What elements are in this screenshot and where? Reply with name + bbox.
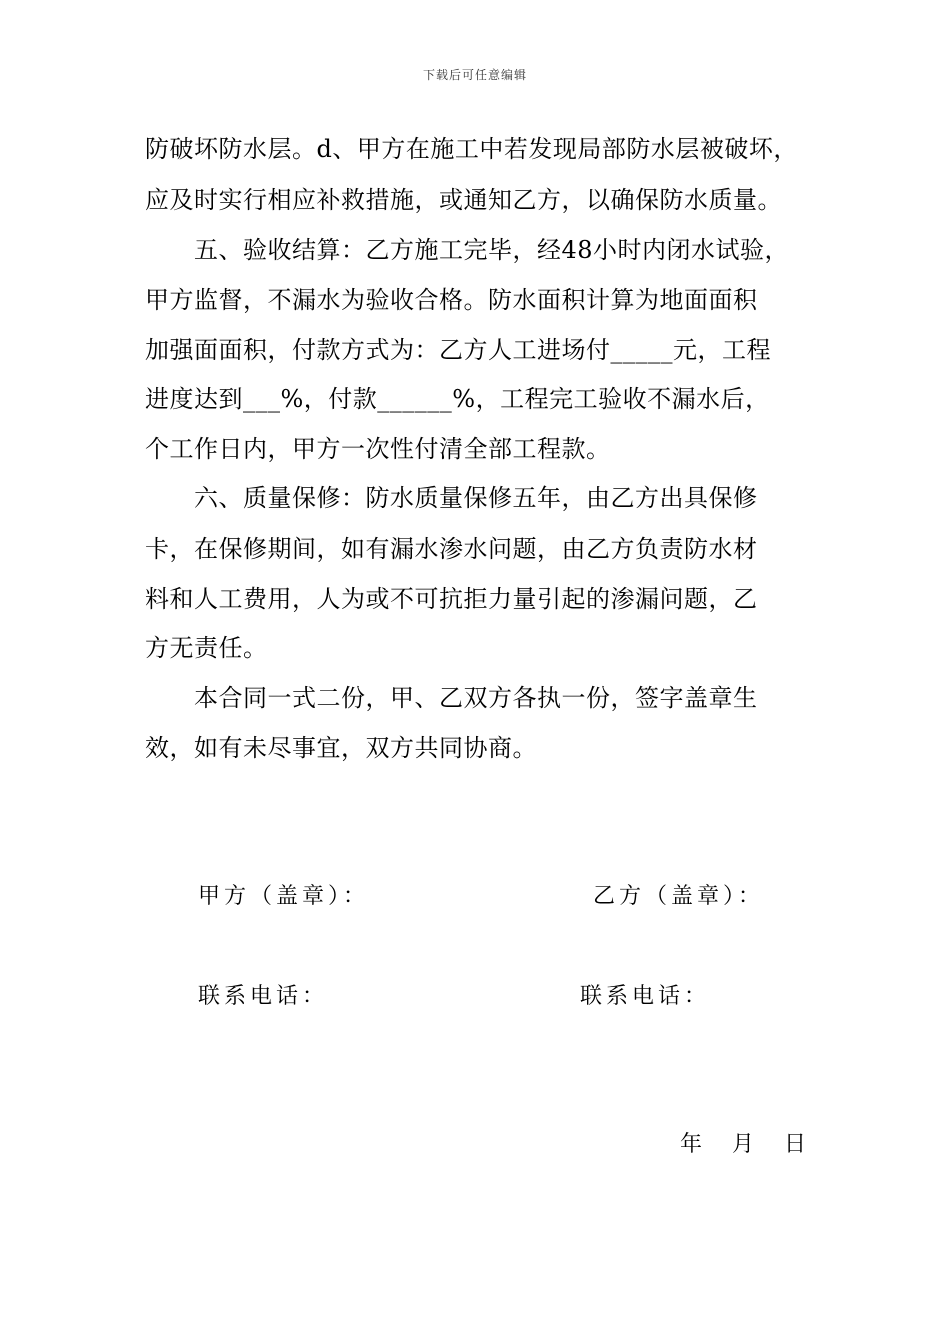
body-line: 甲方监督，不漏水为验收合格。防水面积计算为地面面积 [145,286,758,314]
header-note: 下载后可任意编辑 [422,68,527,82]
body-line: 防破坏防水层。d、甲方在施工中若发现局部防水层被破坏， [145,135,798,163]
body-line: 料和人工费用，人为或不可抗拒力量引起的渗漏问题，乙 [145,585,758,613]
body-line: 五、验收结算：乙方施工完毕，经48小时内闭水试验， [145,236,790,264]
body-line: 效，如有未尽事宜，双方共同协商。 [145,734,537,762]
body-line: 个工作日内，甲方一次性付清全部工程款。 [145,435,611,463]
body-line: 加强面面积，付款方式为：乙方人工进场付_____元，工程 [145,336,771,364]
body-line: 方无责任。 [145,634,268,662]
body-line: 卡，在保修期间，如有漏水渗水问题，由乙方负责防水材 [145,535,758,563]
body-line: 应及时实行相应补救措施，或通知乙方，以确保防水质量。 [145,186,782,214]
body-line: 六、质量保修：防水质量保修五年，由乙方出具保修 [145,484,758,512]
date-line: 年 月 日 [680,1132,811,1157]
party-b-phone-label: 联系电话： [580,984,711,1009]
party-b-seal-label: 乙方（盖章）： [593,884,765,909]
party-a-seal-label: 甲方（盖章）： [198,884,370,909]
body-line: 本合同一式二份，甲、乙双方各执一份，签字盖章生 [145,684,758,712]
body-line: 进度达到___%，付款______%，工程完工验收不漏水后， [145,385,770,413]
party-a-phone-label: 联系电话： [198,984,329,1009]
